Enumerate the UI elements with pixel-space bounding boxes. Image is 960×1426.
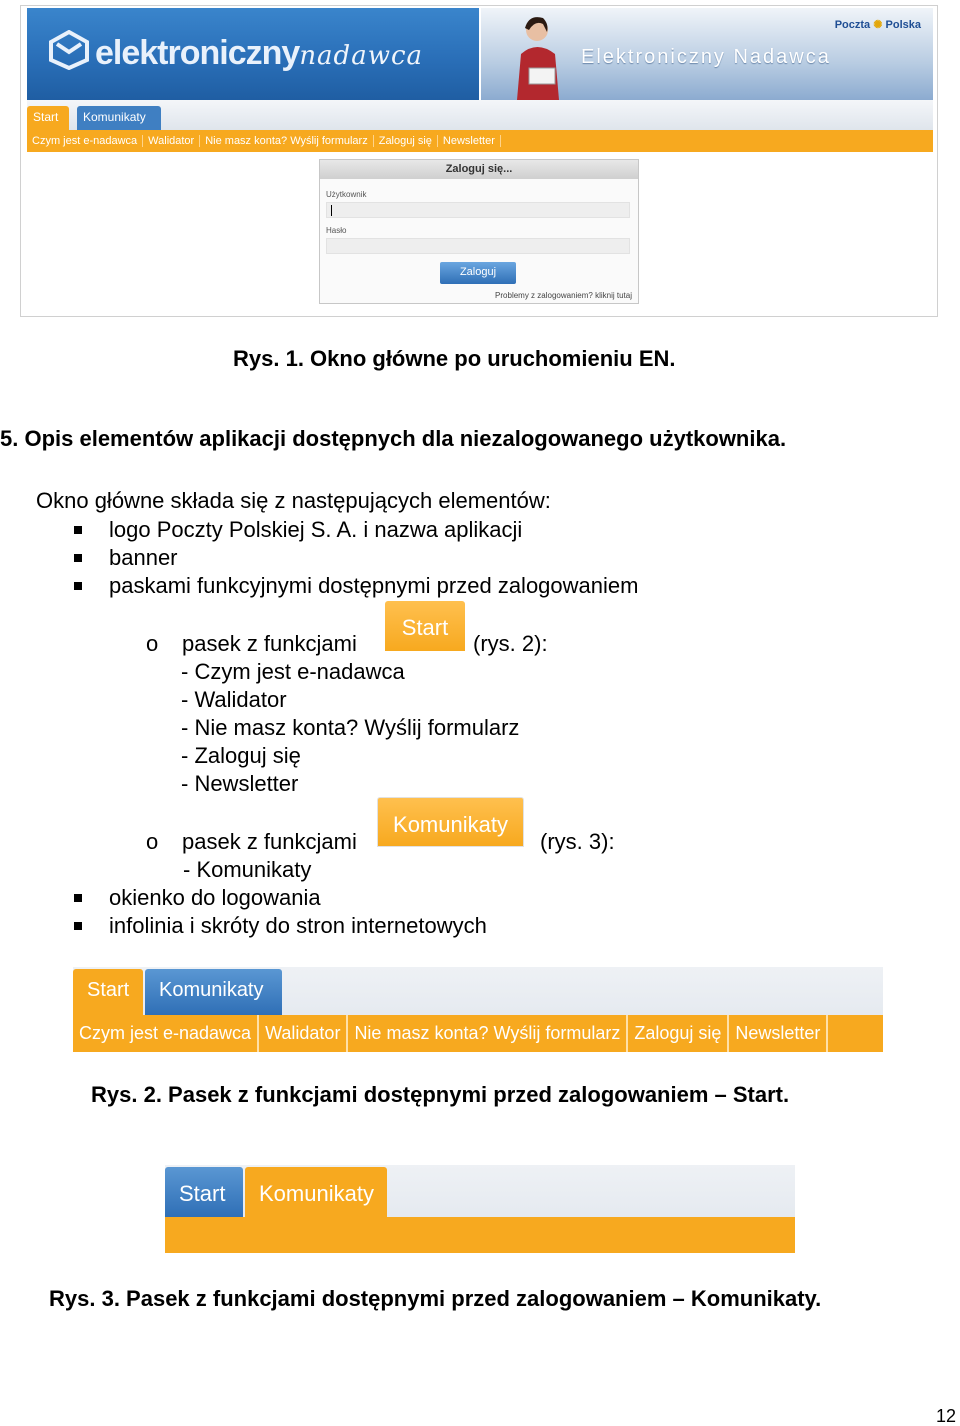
- envelope-logo-icon: [49, 30, 89, 70]
- login-title: Zaloguj się...: [320, 160, 638, 179]
- function-list-item: - Walidator: [181, 687, 287, 712]
- menu-item-walidator[interactable]: Walidator: [259, 1015, 348, 1052]
- brand-polska-word: Polska: [885, 19, 921, 31]
- bullet-text: banner: [109, 545, 178, 570]
- sub-bullet-text: pasek z funkcjami: [182, 829, 357, 854]
- menu-item-nie-masz-konta[interactable]: Nie masz konta? Wyślij formularz: [200, 135, 374, 147]
- banner-title: Elektroniczny Nadawca: [581, 46, 831, 68]
- figure-reference: (rys. 2):: [473, 631, 548, 656]
- komunikaty-tab-image: Komunikaty: [377, 797, 524, 847]
- logo-script-word: nadawca: [299, 41, 424, 71]
- tab-start[interactable]: Start: [165, 1167, 243, 1217]
- square-bullet-icon: [74, 894, 82, 902]
- app-logo-banner: [27, 8, 479, 100]
- page-number: 12: [935, 1406, 956, 1426]
- function-list-item: - Czym jest e-nadawca: [181, 659, 405, 684]
- app-logo-text: [95, 34, 423, 73]
- person-holding-parcel-illustration: [499, 10, 569, 100]
- menu-item-newsletter[interactable]: Newsletter: [729, 1015, 828, 1052]
- poczta-polska-brand: [835, 18, 921, 31]
- username-field[interactable]: [326, 202, 630, 218]
- figure-main-window-screenshot: [20, 5, 938, 317]
- figure2-caption: Rys. 2. Pasek z funkcjami dostępnymi przed zalogowaniem – Start.: [91, 1082, 790, 1107]
- square-bullet-icon: [74, 922, 82, 930]
- login-panel: [319, 159, 639, 304]
- intro-paragraph: Okno główne składa się z następujących elementów:: [36, 488, 551, 513]
- bullet-text: paskami funkcyjnymi dostępnymi przed zalogowaniem: [109, 573, 639, 598]
- sub-bullet-text: pasek z funkcjami: [182, 631, 357, 656]
- menu-item-czym-jest[interactable]: Czym jest e-nadawca: [73, 1015, 259, 1052]
- logo-bold-word: elektroniczny: [95, 34, 300, 72]
- square-bullet-icon: [74, 554, 82, 562]
- figure1-caption: Rys. 1. Okno główne po uruchomieniu EN.: [233, 346, 676, 371]
- tab-start[interactable]: Start: [27, 106, 69, 130]
- main-tab-bar: [27, 100, 933, 130]
- tab-komunikaty[interactable]: Komunikaty: [245, 1167, 387, 1217]
- tab-komunikaty[interactable]: Komunikaty: [77, 106, 161, 130]
- figure-komunikaty-bar: [165, 1165, 795, 1253]
- bullet-text: okienko do logowania: [109, 885, 321, 910]
- section-heading: 5. Opis elementów aplikacji dostępnych dla niezalogowanego użytkownika.: [0, 426, 787, 451]
- password-field[interactable]: [326, 238, 630, 254]
- function-list-item: - Nie masz konta? Wyślij formularz: [181, 715, 520, 740]
- figure3-caption: Rys. 3. Pasek z funkcjami dostępnymi przed zalogowaniem – Komunikaty.: [49, 1286, 822, 1311]
- menu-item-czym-jest[interactable]: Czym jest e-nadawca: [27, 135, 143, 147]
- function-menu-bar: [165, 1217, 795, 1253]
- login-button[interactable]: Zaloguj: [440, 262, 516, 284]
- square-bullet-icon: [74, 582, 82, 590]
- square-bullet-icon: [74, 526, 82, 534]
- sub-bullet-marker: o: [146, 829, 159, 854]
- menu-item-zaloguj[interactable]: Zaloguj się: [628, 1015, 729, 1052]
- bullet-text: infolinia i skróty do stron internetowych: [109, 913, 487, 938]
- banner-image: [481, 8, 933, 100]
- text-cursor: [331, 205, 332, 216]
- function-list-item: - Komunikaty: [183, 857, 312, 882]
- menu-item-walidator[interactable]: Walidator: [143, 135, 200, 147]
- function-menu-bar: [27, 130, 933, 152]
- bullet-text: logo Poczty Polskiej S. A. i nazwa aplikacji: [109, 517, 523, 542]
- username-label: Użytkownik: [326, 190, 367, 199]
- post-horn-icon: ✺: [873, 19, 883, 31]
- menu-item-zaloguj[interactable]: Zaloguj się: [374, 135, 438, 147]
- menu-item-newsletter[interactable]: Newsletter: [438, 135, 501, 147]
- function-list-item: - Newsletter: [181, 771, 299, 796]
- figure-start-bar: [73, 967, 883, 1052]
- password-label: Hasło: [326, 226, 347, 235]
- function-list-item: - Zaloguj się: [181, 743, 301, 768]
- sub-bullet-marker: o: [146, 631, 159, 656]
- login-help-link[interactable]: Problemy z zalogowaniem? kliknij tutaj: [495, 291, 632, 300]
- tab-start[interactable]: Start: [73, 969, 143, 1015]
- tab-komunikaty[interactable]: Komunikaty: [145, 969, 282, 1015]
- start-tab-image: Start: [385, 601, 465, 651]
- figure-reference: (rys. 3):: [540, 829, 615, 854]
- function-menu-bar: [73, 1015, 883, 1052]
- brand-poczta-word: Poczta: [834, 19, 871, 31]
- menu-item-nie-masz-konta[interactable]: Nie masz konta? Wyślij formularz: [348, 1015, 628, 1052]
